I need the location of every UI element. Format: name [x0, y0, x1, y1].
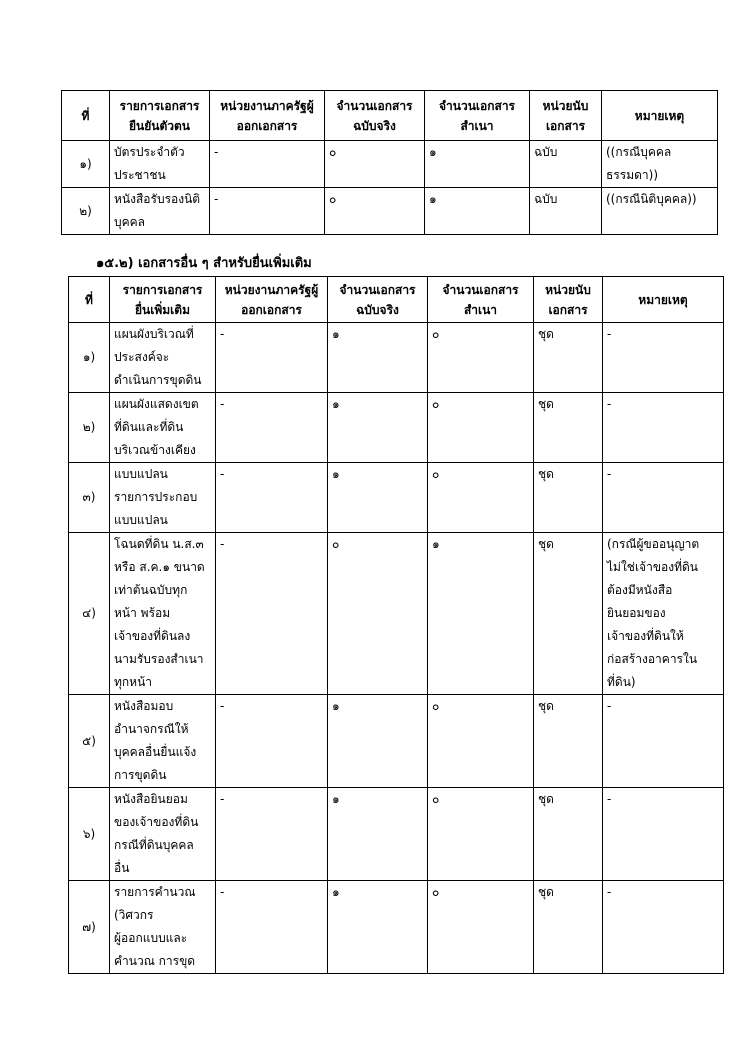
row-note: ((กรณีบุคคล ธรรมดา)) — [602, 141, 718, 188]
row-agency: - — [216, 788, 328, 881]
identity-documents-table — [61, 90, 718, 235]
row-original: ๑ — [328, 463, 428, 533]
header-original-count: จำนวนเอกสาร ฉบับจริง — [328, 277, 428, 323]
row-unit: ฉบับ — [530, 141, 602, 188]
row-number: ๒) — [69, 393, 110, 463]
row-agency: - — [216, 323, 328, 393]
row-agency: - — [210, 141, 325, 188]
header-note: หมายเหตุ — [603, 277, 724, 323]
row-unit: ชุด — [534, 788, 603, 881]
row-agency: - — [216, 695, 328, 788]
header-unit: หน่วยนับ เอกสาร — [534, 277, 603, 323]
row-item: หนังสือมอบ อำนาจกรณีให้ บุคคลอื่นยื่นแจ้ง การขุดดิน — [110, 695, 216, 788]
header-agency: หน่วยงานภาครัฐผู้ ออกเอกสาร — [216, 277, 328, 323]
header-note: หมายเหตุ — [602, 91, 718, 141]
row-number: ๑) — [69, 323, 110, 393]
header-agency: หน่วยงานภาครัฐผู้ ออกเอกสาร — [210, 91, 325, 141]
row-number: ๒) — [62, 188, 110, 235]
row-copy: ๐ — [428, 323, 534, 393]
row-item: หนังสือรับรองนิติ บุคคล — [110, 188, 210, 235]
row-note: - — [603, 323, 724, 393]
row-copy: ๑ — [428, 533, 534, 695]
row-original: ๑ — [328, 881, 428, 974]
table-row — [69, 788, 724, 881]
row-original: ๑ — [328, 695, 428, 788]
row-original: ๐ — [325, 188, 425, 235]
header-document-list: รายการเอกสาร ยืนยันตัวตน — [110, 91, 210, 141]
header-original-count: จำนวนเอกสาร ฉบับจริง — [325, 91, 425, 141]
table-row — [69, 695, 724, 788]
table-row — [69, 323, 724, 393]
section-title: ๑๕.๒) เอกสารอื่น ๆ สำหรับยื่นเพิ่มเติม — [96, 256, 312, 271]
row-unit: ชุด — [534, 881, 603, 974]
row-original: ๑ — [328, 788, 428, 881]
row-number: ๗) — [69, 881, 110, 974]
row-item: แผนผังบริเวณที่ ประสงค์จะ ดำเนินการขุดดิน — [110, 323, 216, 393]
row-note: - — [603, 393, 724, 463]
row-number: ๓) — [69, 463, 110, 533]
row-copy: ๑ — [425, 141, 530, 188]
row-number: ๕) — [69, 695, 110, 788]
table-row — [69, 463, 724, 533]
row-item: บัตรประจำตัว ประชาชน — [110, 141, 210, 188]
row-unit: ชุด — [534, 463, 603, 533]
row-item: โฉนดที่ดิน น.ส.๓ หรือ ส.ค.๑ ขนาด เท่าต้นฉบับทุก หน้า พร้อม เจ้าของที่ดินลง นามรับรองสำเนา ทุกหน้า — [110, 533, 216, 695]
row-copy: ๐ — [428, 788, 534, 881]
row-copy: ๑ — [425, 188, 530, 235]
row-unit: ชุด — [534, 533, 603, 695]
row-copy: ๐ — [428, 393, 534, 463]
row-agency: - — [210, 188, 325, 235]
row-agency: - — [216, 881, 328, 974]
row-note: - — [603, 788, 724, 881]
table-row — [62, 188, 718, 235]
table-row — [69, 533, 724, 695]
row-original: ๑ — [328, 393, 428, 463]
row-agency: - — [216, 533, 328, 695]
row-note: - — [603, 881, 724, 974]
table-header-row — [69, 277, 724, 323]
row-note: ((กรณีนิติบุคคล)) — [602, 188, 718, 235]
row-unit: ชุด — [534, 695, 603, 788]
header-unit: หน่วยนับ เอกสาร — [530, 91, 602, 141]
row-original: ๐ — [325, 141, 425, 188]
row-unit: ชุด — [534, 393, 603, 463]
row-item: แผนผังแสดงเขต ที่ดินและที่ดิน บริเวณข้างเคียง — [110, 393, 216, 463]
row-note: (กรณีผู้ขออนุญาต ไม่ใช่เจ้าของที่ดิน ต้องมีหนังสือ ยินยอมของ เจ้าของที่ดินให้ ก่อสร้างอาคารใน ที่ดิน) — [603, 533, 724, 695]
row-number: ๑) — [62, 141, 110, 188]
row-note: - — [603, 695, 724, 788]
row-number: ๔) — [69, 533, 110, 695]
row-agency: - — [216, 393, 328, 463]
row-item: รายการคำนวณ (วิศวกร ผู้ออกแบบและ คำนวณ การขุด — [110, 881, 216, 974]
table-header-row — [62, 91, 718, 141]
row-number: ๖) — [69, 788, 110, 881]
row-item: แบบแปลน รายการประกอบ แบบแปลน — [110, 463, 216, 533]
row-unit: ฉบับ — [530, 188, 602, 235]
table-row — [69, 393, 724, 463]
table-row — [62, 141, 718, 188]
header-no: ที่ — [69, 277, 110, 323]
header-copy-count: จำนวนเอกสาร สำเนา — [425, 91, 530, 141]
row-agency: - — [216, 463, 328, 533]
row-note: - — [603, 463, 724, 533]
table-row — [69, 881, 724, 974]
row-original: ๑ — [328, 323, 428, 393]
header-no: ที่ — [62, 91, 110, 141]
row-item: หนังสือยินยอม ของเจ้าของที่ดิน กรณีที่ดินบุคคล อื่น — [110, 788, 216, 881]
additional-documents-table — [68, 276, 724, 974]
header-copy-count: จำนวนเอกสาร สำเนา — [428, 277, 534, 323]
row-unit: ชุด — [534, 323, 603, 393]
row-copy: ๐ — [428, 695, 534, 788]
row-copy: ๐ — [428, 463, 534, 533]
header-document-list: รายการเอกสาร ยื่นเพิ่มเติม — [110, 277, 216, 323]
row-copy: ๐ — [428, 881, 534, 974]
row-original: ๐ — [328, 533, 428, 695]
